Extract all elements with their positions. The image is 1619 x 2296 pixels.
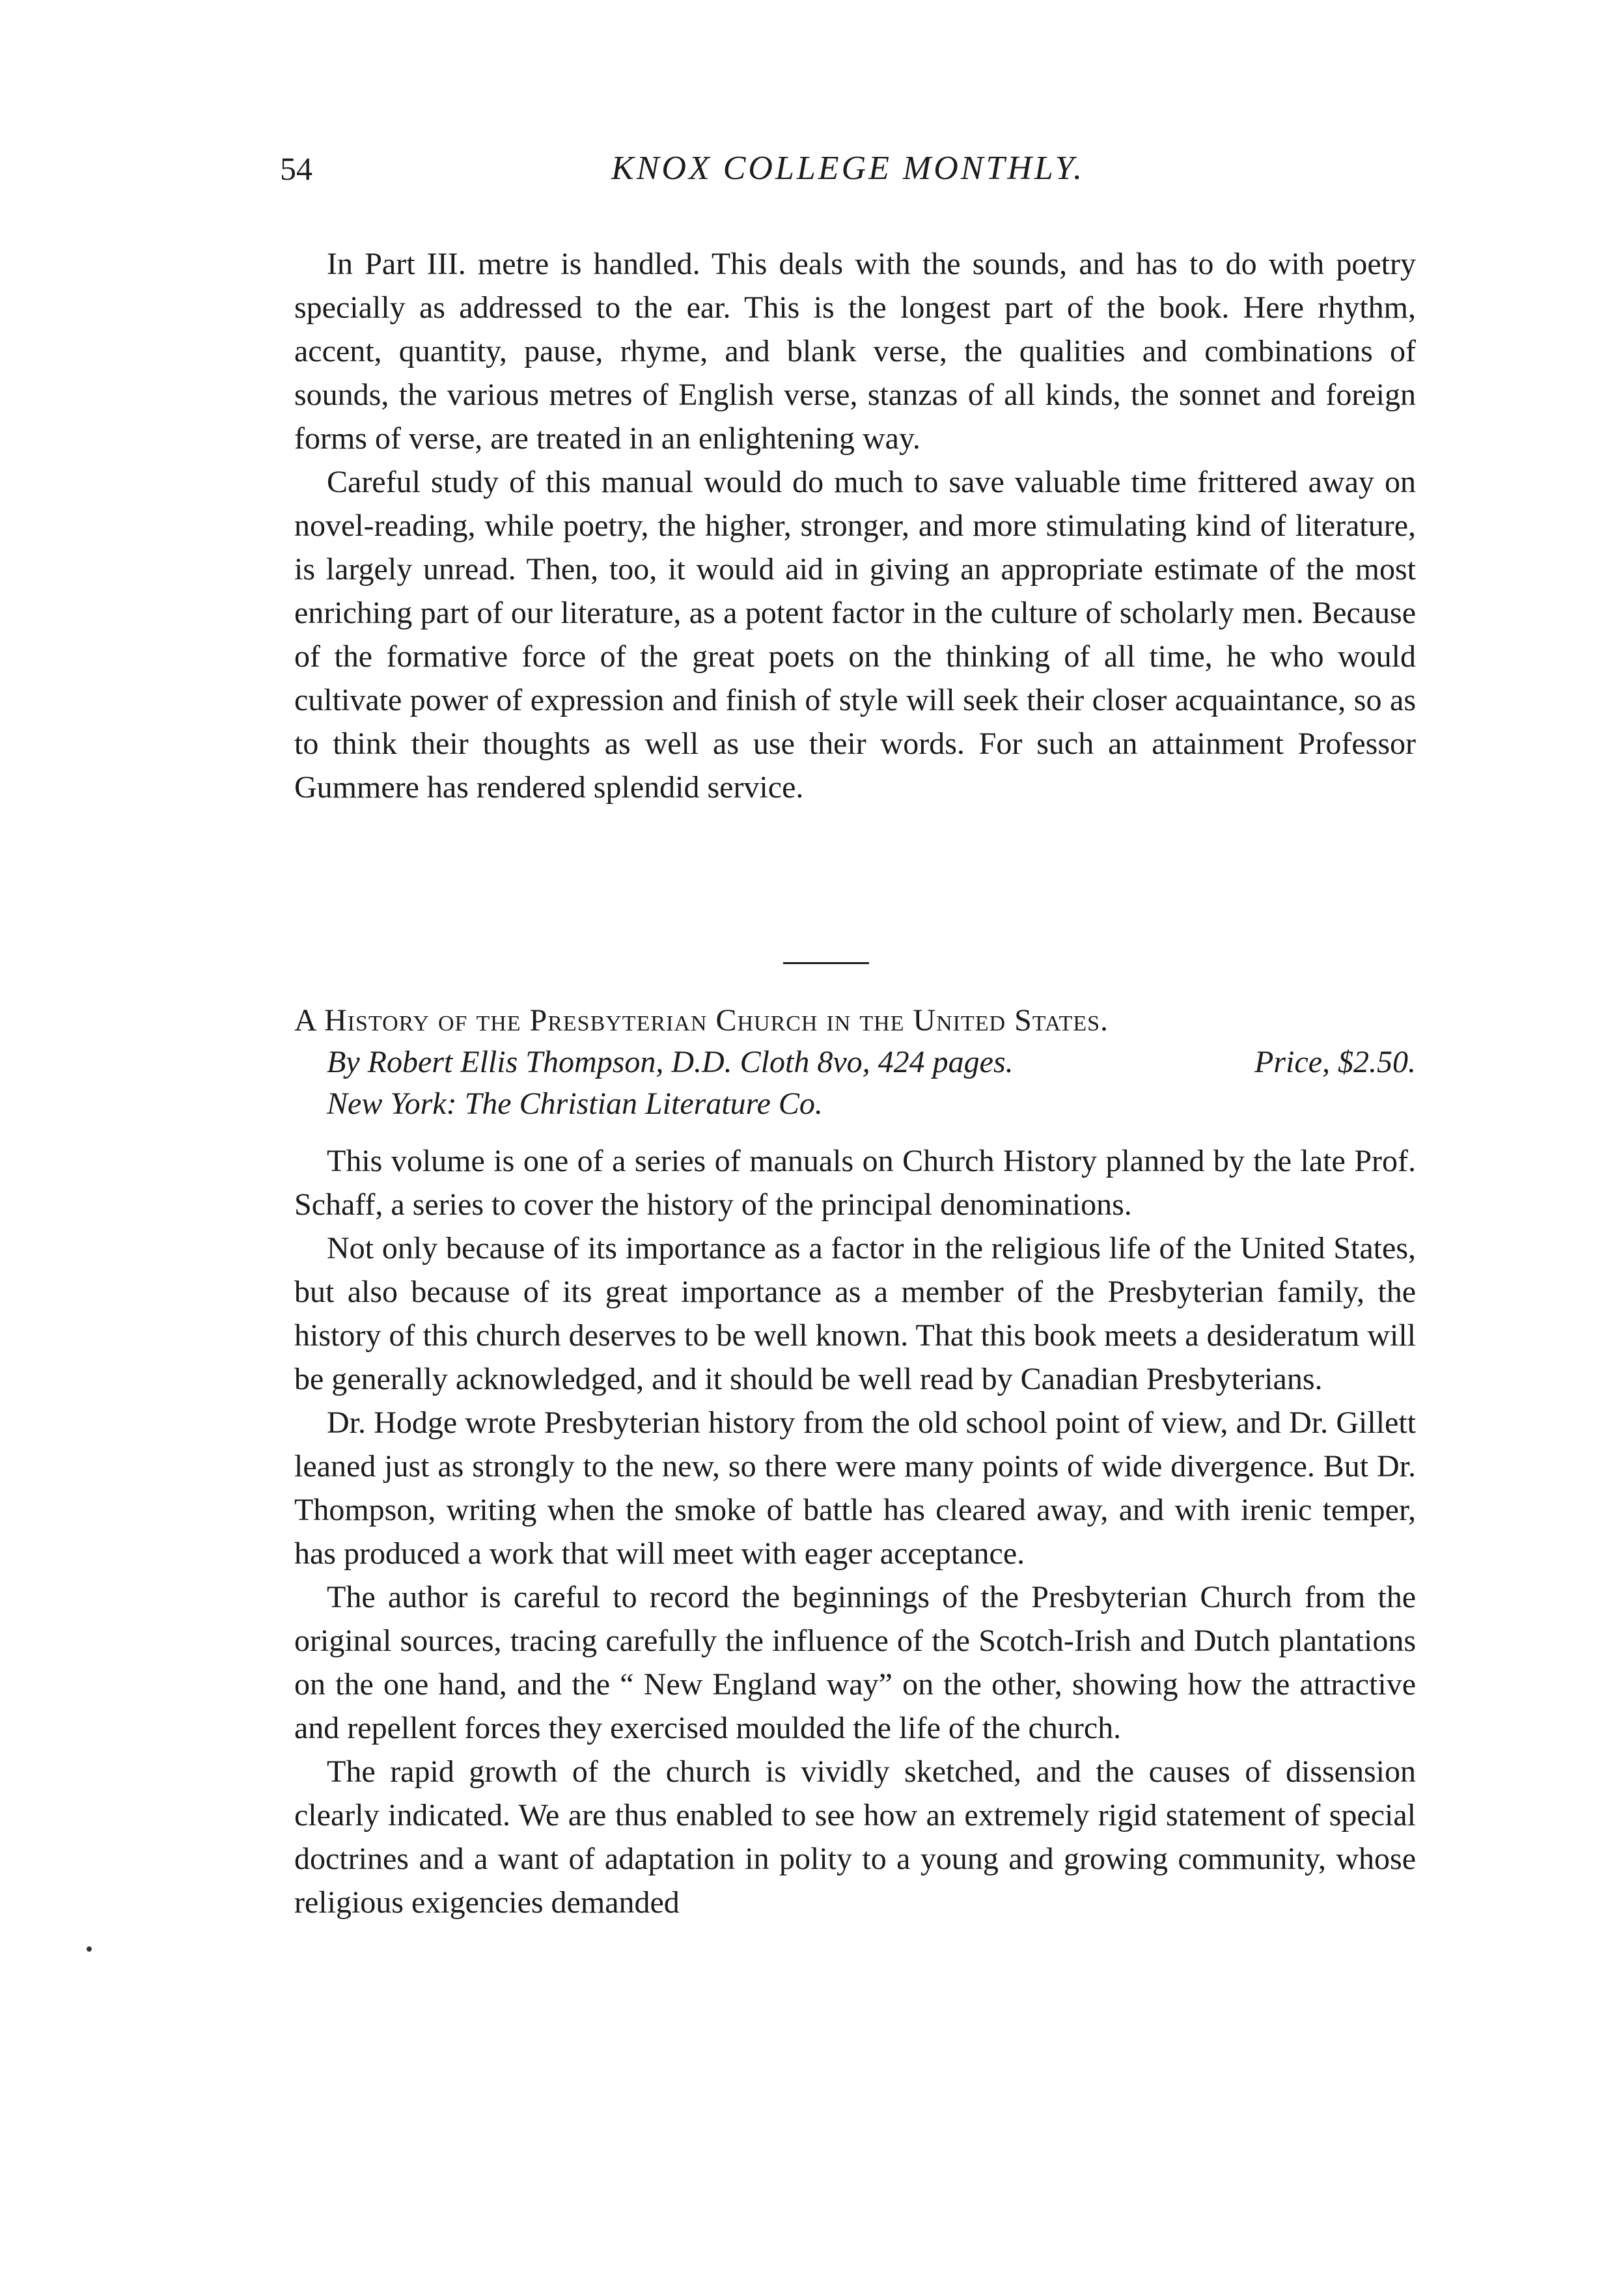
journal-title: KNOX COLLEGE MONTHLY. — [611, 150, 1085, 187]
section-one-text — [294, 242, 1416, 809]
book-title: A History of the Presbyterian Church in the United States. — [294, 1003, 1109, 1038]
page-number: 54 — [280, 150, 312, 187]
book-price: Price, $2.50. — [1254, 1045, 1416, 1079]
review-paragraph-importance: Not only because of its importance as a factor in the religious life of the United States, but also because of its great importance as a member of the Presbyterian family, the history of this church deserves to be well known. That this book meets a desideratum will be generally acknowledged, and it should be well read by Canadian Presbyterians. — [294, 1231, 1416, 1396]
review-paragraph-series: This volume is one of a series of manuals on Church History planned by the late Prof. Schaff, a series to cover the history of the principal denominations. — [294, 1144, 1416, 1222]
paragraph-metre: In Part III. metre is handled. This deals with the sounds, and has to do with poetry specially as addressed to the ear. This is the longest part of the book. Here rhythm, accent, quantity, pause, rhyme, and blank verse, the qualities and combinations of sounds, the various metres of English verse, stanzas of all kinds, the sonnet and foreign forms of verse, are treated in an enlightening way. — [294, 247, 1416, 456]
review-paragraph-beginnings: The author is careful to record the beginnings of the Presbyterian Church from the original sources, tracing carefully the influence of the Scotch-Irish and Dutch plantations on the one hand, and the “ New England way” on the other, showing how the attractive and repellent forces they exercised moulded the life of the church. — [294, 1580, 1416, 1745]
running-head — [280, 139, 1416, 198]
review-paragraph-growth: The rapid growth of the church is vividly sketched, and the causes of dissension clearly indicated. We are thus enabled to see how an extremely rigid statement of special doctrines and a want of adaptation in polity to a young and growing community, whose religious exigencies demanded — [294, 1754, 1416, 1920]
paragraph-careful-study: Careful study of this manual would do much to save valuable time frittered away on novel-reading, while poetry, the higher, stronger, and more stimulating kind of literature, is largely unread. Then, too, it would aid in giving an appropriate estimate of the most enriching part of our literature, as a potent factor in the culture of scholarly men. Because of the formative force of the great poets on the thinking of all time, he who would cultivate power of expression and finish of style will seek their closer acquaintance, so as to think their thoughts as well as use their words. For such an attainment Professor Gummere has rendered splendid service. — [294, 465, 1416, 805]
ink-speck — [87, 1946, 92, 1952]
author-and-format: By Robert Ellis Thompson, D.D. Cloth 8vo, 424 pages. — [327, 1045, 1014, 1079]
book-review-heading — [294, 1000, 1416, 1125]
review-paragraph-hodge: Dr. Hodge wrote Presbyterian history from the old school point of view, and Dr. Gillett leaned just as strongly to the new, so there were many points of wide divergence. But Dr. Thompson, writing when the smoke of battle has cleared away, and with irenic temper, has produced a work that will meet with eager acceptance. — [294, 1405, 1416, 1571]
book-publisher: New York: The Christian Literature Co. — [327, 1086, 823, 1121]
book-author-line — [294, 1042, 1416, 1083]
review-text — [294, 1139, 1416, 1924]
section-divider — [783, 962, 869, 964]
